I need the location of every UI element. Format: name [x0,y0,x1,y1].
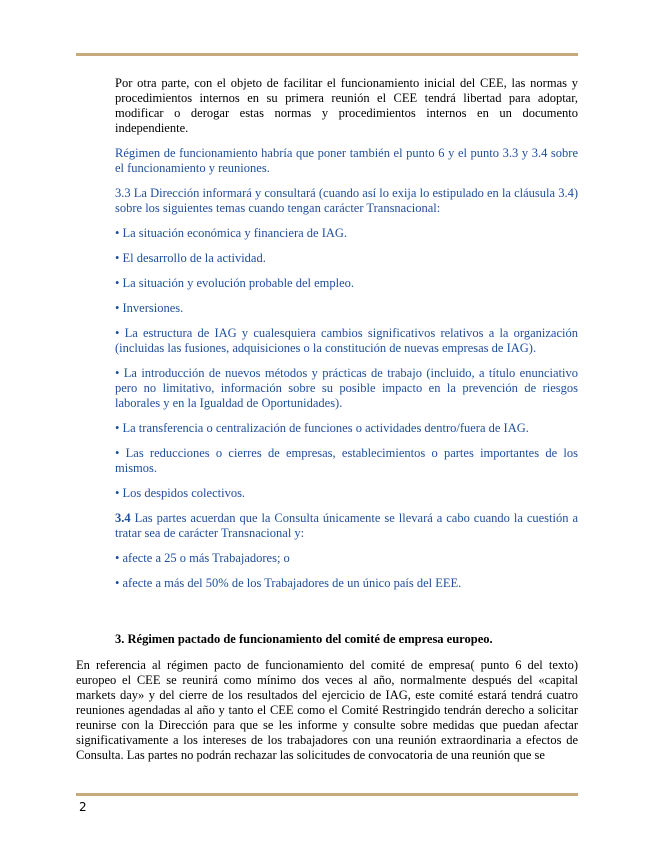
main-content [115,76,578,601]
topic-item: • La situación económica y financiera de IAG. [115,226,348,240]
topic-item: • La estructura de IAG y cualesquiera cambios significativos relativos a la organización (incluidas las fusiones, adquisiciones o la constitución de nuevas empresas de IAG). [115,326,578,355]
section-body: En referencia al régimen pacto de funcionamiento del comité de empresa( punto 6 del texto) europeo el CEE se reunirá como mínimo dos veces al año, normalmente después del «capital markets day» y del cierre de los resultados del ejercicio de IAG, este comité estará tendrá cuatro reuniones agendadas al año y tanto el CEE como el Comité Restringido tendrán derecho a solicitar reunirse con la Dirección para que se les informe y consulte sobre medidas que puedan afectar significativamente a los intereses de los trabajadores con una reunión extraordinaria a efectos de Consulta. Las partes no podrán rechazar las solicitudes de convocatoria de una reunión que se [76,658,578,762]
topic-item: • Las reducciones o cierres de empresas, establecimientos o partes importantes de los mismos. [115,446,578,475]
condition-item: • afecte a más del 50% de los Trabajadores de un único país del EEE. [115,576,462,590]
condition-item: • afecte a 25 o más Trabajadores; o [115,551,290,565]
section-title: 3. Régimen pactado de funcionamiento del comité de empresa europeo. [115,632,493,646]
footer-rule [76,793,578,796]
clause-3-4-number: 3.4 [115,511,131,525]
page-number: 2 [79,800,87,814]
topic-item: • La transferencia o centralización de funciones o actividades dentro/fuera de IAG. [115,421,529,435]
header-rule [76,53,578,56]
topic-item: • La situación y evolución probable del empleo. [115,276,355,290]
clause-3-3-intro: 3.3 La Dirección informará y consultará (cuando así lo exija lo estipulado en la cláusula 3.4) sobre los siguientes temas cuando tengan carácter Transnacional: [115,186,578,215]
note-paragraph: Régimen de funcionamiento habría que poner también el punto 6 y el punto 3.3 y 3.4 sobre el funcionamiento y reuniones. [115,146,578,175]
clause-3-4-text: Las partes acuerdan que la Consulta únicamente se llevará a cabo cuando la cuestión a tratar sea de carácter Transnacional y: [115,511,578,540]
topic-item: • Inversiones. [115,301,184,315]
topic-item: • El desarrollo de la actividad. [115,251,266,265]
topic-item: • La introducción de nuevos métodos y prácticas de trabajo (incluido, a título enunciativo pero no limitativo, información sobre su posible impacto en la prevención de riesgos laborales y en la Igualdad de Oportunidades). [115,366,578,410]
clause-3-4 [115,511,578,541]
intro-paragraph: Por otra parte, con el objeto de facilitar el funcionamiento inicial del CEE, las normas y procedimientos internos en su primera reunión el CEE tendrá libertad para adoptar, modificar o derogar estas normas y procedimientos internos en un documento independiente. [115,76,578,135]
topic-item: • Los despidos colectivos. [115,486,246,500]
